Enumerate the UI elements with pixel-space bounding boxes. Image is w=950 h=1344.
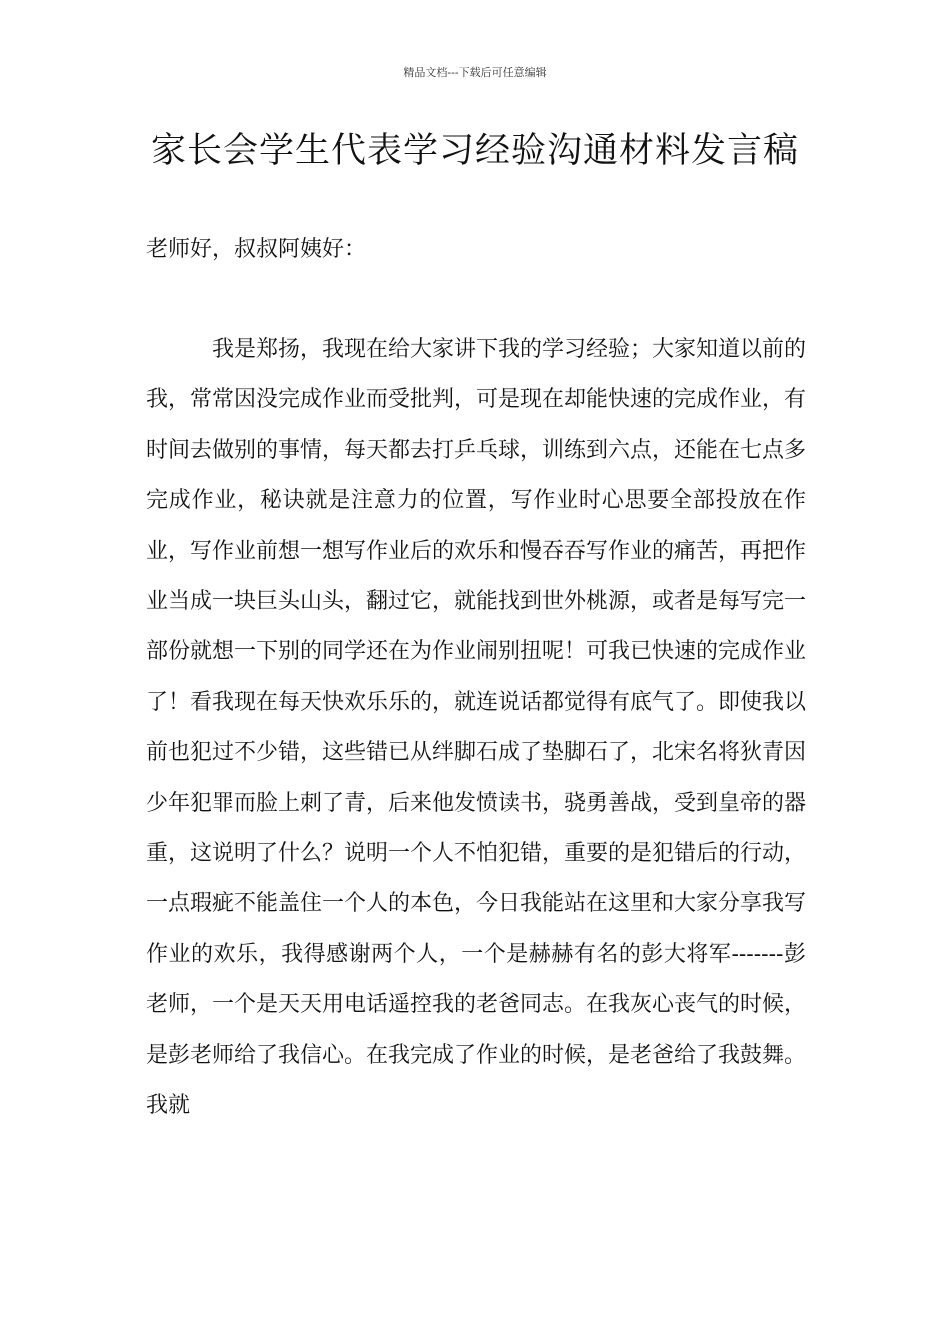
header-note: 精品文档---下载后可任意编辑: [403, 66, 547, 79]
greeting-line: 老师好，叔叔阿姨好：: [146, 237, 367, 262]
body-paragraph: 我是郑扬，我现在给大家讲下我的学习经验；大家知道以前的我，常常因没完成作业而受批判，可是现在却能快速的完成作业，有时间去做别的事情，每天都去打乒乓球，训练到六点，还能在七点多完成作业，秘诀就是注意力的位置，写作业时心思要全部投放在作业，写作业前想一想写作业后的欢乐和慢吞吞写作业的痛苦，再把作业当成一块巨头山头，翻过它，就能找到世外桃源，或者是每写完一部份就想一下别的同学还在为作业闹别扭呢！可我已快速的完成作业了！看我现在每天快欢乐乐的，就连说话都觉得有底气了。即使我以前也犯过不少错，这些错已从绊脚石成了垫脚石了，北宋名将狄青因少年犯罪而脸上刺了青，后来他发愤读书，骁勇善战，受到皇帝的器重，这说明了什么？说明一个人不怕犯错，重要的是犯错后的行动，一点瑕疵不能盖住一个人的本色，今日我能站在这里和大家分享我写作业的欢乐，我得感谢两个人，一个是赫赫有名的彭大将军-------彭老师，一个是天天用电话遥控我的老爸同志。在我灰心丧气的时候，是彭老师给了我信心。在我完成了作业的时候，是老爸给了我鼓舞。我就: [146, 337, 807, 1119]
document-title: 家长会学生代表学习经验沟通材料发言稿: [150, 131, 799, 171]
